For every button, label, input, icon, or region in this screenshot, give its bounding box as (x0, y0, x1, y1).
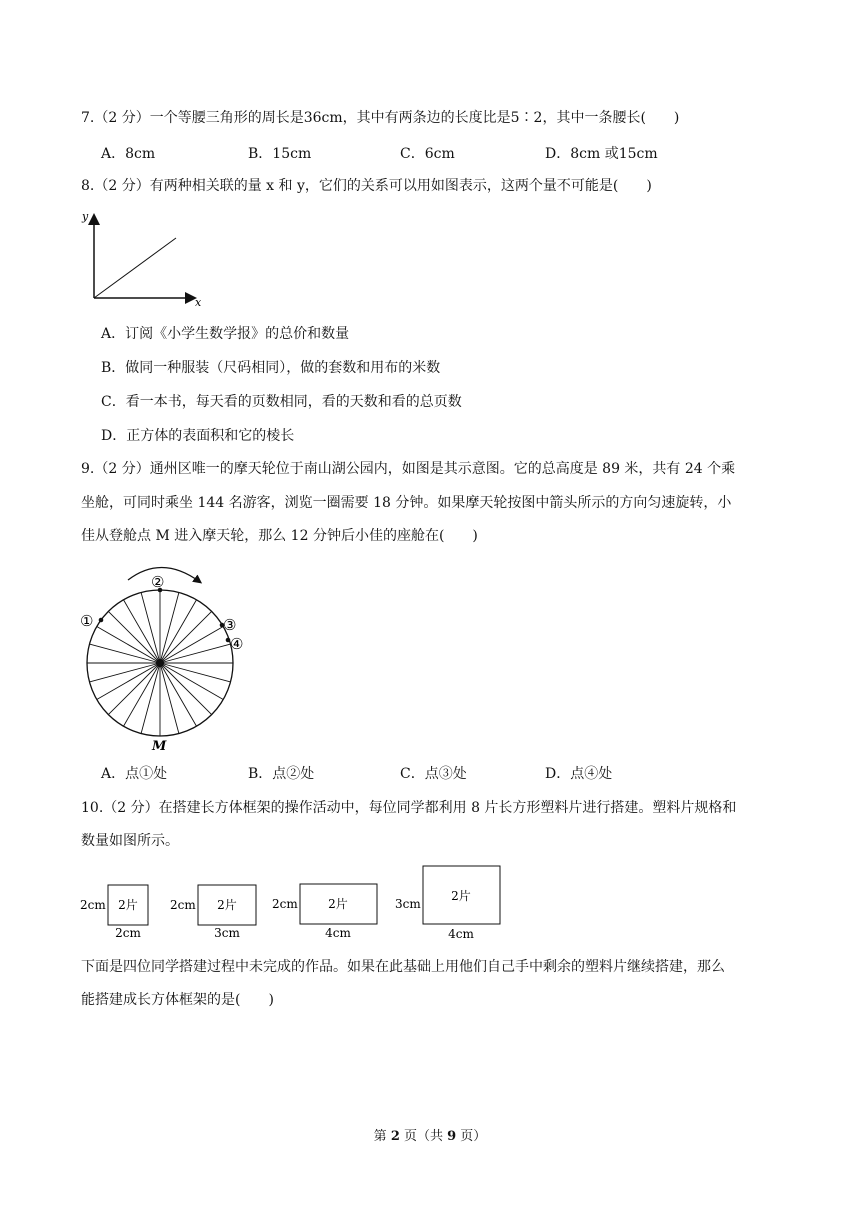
piece-2-height: 2cm (170, 898, 196, 912)
wheel-spoke (160, 663, 231, 682)
q9-option-c: C．点③处 (400, 766, 467, 782)
q7-option-a: A．8cm (101, 146, 156, 162)
point-2-label: ② (151, 573, 165, 591)
q7-option-b: B．15cm (248, 146, 312, 162)
wheel-spoke (160, 644, 231, 663)
q9-option-d: D．点④处 (545, 766, 613, 782)
wheel-hub (156, 659, 164, 667)
q7-stem: 7.（2 分）一个等腰三角形的周长是36cm，其中有两条边的长度比是5∶2，其中一条腰长( ) (81, 110, 680, 126)
piece-2 (170, 885, 256, 940)
q9-option-b: B．点②处 (248, 766, 315, 782)
footer-suffix: 页） (456, 1129, 487, 1144)
q10-after-line-2: 能搭建成长方体框架的是( ) (81, 992, 274, 1008)
footer-middle: 页（共 (399, 1129, 448, 1144)
point-4-label: ④ (230, 635, 244, 653)
footer-total-pages: 9 (447, 1129, 457, 1144)
wheel-spoke (160, 592, 179, 663)
q8-option-b: B．做同一种服装（尺码相同），做的套数和用布的米数 (101, 360, 441, 376)
q7-option-d: D．8cm 或15cm (545, 146, 658, 162)
piece-4 (395, 866, 500, 941)
piece-1-height: 2cm (80, 898, 106, 912)
q9-line-3: 佳从登舱点 M 进入摩天轮，那么 12 分钟后小佳的座舱在( ) (81, 528, 478, 544)
q8-stem: 8.（2 分）有两种相关联的量 x 和 y，它们的关系可以用如图表示，这两个量不可能是( ) (81, 178, 652, 194)
q8-option-d: D．正方体的表面积和它的棱长 (101, 428, 295, 444)
q9-option-a: A．点①处 (101, 766, 168, 782)
wheel-spoke (89, 663, 160, 682)
q8-option-a: A．订阅《小学生数学报》的总价和数量 (101, 326, 350, 342)
plastic-pieces-diagram (78, 862, 508, 944)
q10-after-line-1: 下面是四位同学搭建过程中未完成的作品。如果在此基础上用他们自己手中剩余的塑料片继续搭建，那么 (81, 959, 725, 975)
piece-3 (272, 884, 377, 940)
piece-2-count: 2片 (217, 898, 237, 912)
ferris-wheel-diagram (76, 556, 256, 756)
q10-line-1: 10.（2 分）在搭建长方体框架的操作活动中，每位同学都利用 8 片长方形塑料片进行搭建。塑料片规格和 (81, 800, 737, 816)
wheel-spoke (141, 592, 160, 663)
footer-prefix: 第 (373, 1129, 391, 1144)
boarding-point-label: M (152, 739, 167, 754)
piece-1-count: 2片 (118, 898, 138, 912)
point-1-dot (99, 618, 104, 623)
piece-4-count: 2片 (451, 889, 471, 903)
page-footer (0, 1128, 860, 1146)
piece-2-width: 3cm (214, 926, 240, 940)
q8-graph (78, 208, 208, 310)
piece-4-width: 4cm (448, 927, 474, 941)
point-1-label: ① (80, 612, 94, 630)
piece-1-width: 2cm (115, 926, 141, 940)
piece-3-count: 2片 (328, 897, 348, 911)
point-3-label: ③ (223, 616, 237, 634)
q10-line-2: 数量如图所示。 (81, 833, 179, 849)
piece-3-height: 2cm (272, 897, 298, 911)
q8-x-label: x (195, 296, 202, 309)
q8-line (94, 238, 176, 298)
wheel-spoke (141, 663, 160, 734)
wheel-spoke (89, 644, 160, 663)
footer-page-number: 2 (390, 1129, 400, 1144)
q7-option-c: C．6cm (400, 146, 455, 162)
q8-option-c: C．看一本书，每天看的页数相同，看的天数和看的总页数 (101, 394, 462, 410)
piece-4-height: 3cm (395, 897, 421, 911)
q9-line-1: 9.（2 分）通州区唯一的摩天轮位于南山湖公园内，如图是其示意图。它的总高度是 89 米，共有 24 个乘 (81, 461, 736, 477)
q9-line-2: 坐舱，可同时乘坐 144 名游客，浏览一圈需要 18 分钟。如果摩天轮按图中箭头所示的方向匀速旋转，小 (81, 495, 732, 511)
piece-1 (80, 885, 148, 940)
piece-3-width: 4cm (325, 926, 351, 940)
q8-y-label: y (82, 210, 89, 223)
wheel-spoke (160, 663, 179, 734)
